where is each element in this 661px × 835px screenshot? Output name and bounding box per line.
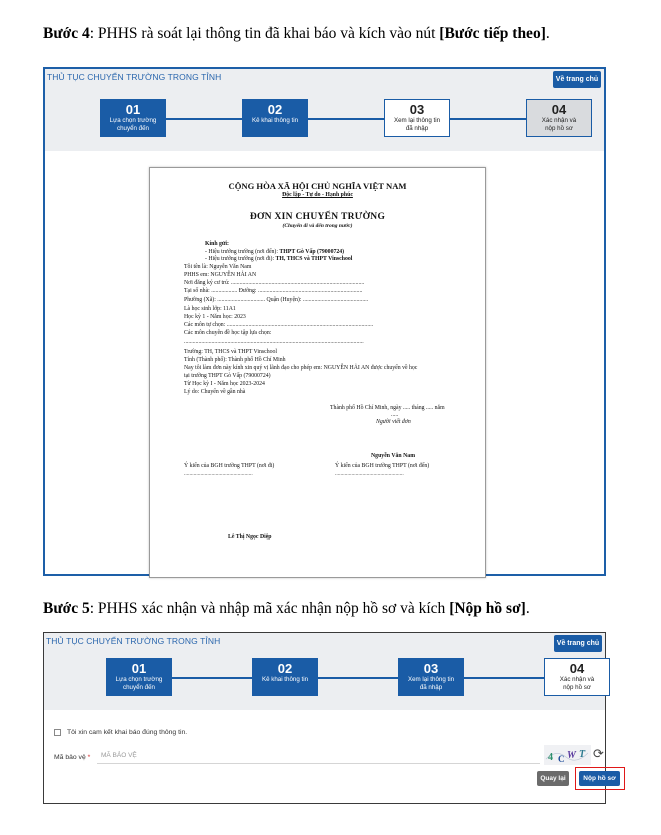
step-label: Kê khai thông tin — [261, 676, 309, 683]
doc-line: Tỉnh (Thành phố): Thành phố Hồ Chí Minh — [184, 357, 286, 363]
doc-recipient-value: TH, THCS và THPT Vinschool — [275, 256, 353, 262]
step-number: 01 — [125, 102, 141, 117]
doc-date-dots: ..... — [391, 412, 399, 418]
step5-heading — [43, 599, 530, 619]
home-button[interactable]: Về trang chủ — [554, 635, 602, 652]
doc-line: Trường: TH, THCS và THPT Vinschool — [184, 349, 278, 355]
step4-heading-button-ref: [Bước tiếp theo] — [439, 25, 546, 42]
procedure-title: THỦ TỤC CHUYỂN TRƯỜNG TRONG TỈNH — [47, 72, 222, 82]
confirmation-form — [44, 710, 616, 803]
step5-heading-label: Bước 5 — [43, 600, 90, 617]
step4-heading-end: . — [545, 25, 550, 42]
step-number: 04 — [551, 102, 567, 117]
doc-opinion-destination: Ý kiến của BGH trường THPT (nơi đến) — [335, 463, 430, 469]
step5-heading-button-ref: [Nộp hồ sơ] — [449, 600, 526, 617]
doc-recipient-value: THPT Gò Vấp (79000724) — [279, 249, 345, 255]
step-number: 01 — [131, 661, 147, 676]
step-label: Xác nhận và — [541, 117, 577, 124]
doc-line: tại trường THPT Gò Vấp (79000724) — [184, 373, 271, 379]
doc-opinion-dots: .................................................. — [184, 471, 253, 477]
step-connector — [308, 118, 384, 120]
doc-recipient-1 — [205, 249, 344, 256]
commit-checkbox[interactable] — [54, 729, 61, 736]
step4-heading — [43, 24, 550, 44]
step-01[interactable] — [100, 99, 166, 137]
step-number: 02 — [277, 661, 293, 676]
doc-line: Phường (Xã): ................................. Quận (Huyện): ............................................. — [184, 297, 369, 303]
doc-line: ............................................................................................................................ — [184, 339, 364, 345]
doc-signer-name: Lê Thị Ngọc Diệp — [228, 534, 272, 540]
screenshot-step5 — [43, 632, 616, 804]
captcha-char: C — [558, 754, 565, 764]
step-03[interactable] — [398, 658, 464, 696]
step-02[interactable] — [242, 99, 308, 137]
step5-heading-end: . — [525, 600, 530, 617]
step-label: Lựa chọn trường — [115, 676, 163, 683]
step4-heading-label: Bước 4 — [43, 25, 90, 42]
step-connector — [172, 677, 252, 679]
doc-line: Các môn tự chọn: ..................................................................................................... — [184, 322, 374, 328]
step-label: nộp hồ sơ — [563, 683, 591, 691]
doc-line: Nay tôi làm đơn này kính xin quý vị lãnh đạo cho phép em: NGUYỄN HẢI AN được chuyển về học — [184, 365, 418, 371]
captcha-char: T — [579, 749, 586, 760]
transfer-application-document — [149, 167, 486, 578]
app-header — [44, 633, 605, 710]
step-connector — [450, 118, 526, 120]
doc-nation: CỘNG HÒA XÃ HỘI CHỦ NGHĨA VIỆT NAM — [228, 181, 407, 191]
step-connector — [166, 118, 242, 120]
required-mark: * — [87, 754, 91, 761]
step-number: 03 — [423, 661, 439, 676]
step-number: 02 — [267, 102, 283, 117]
doc-line: Lý do: Chuyển về gần nhà — [184, 389, 246, 395]
step-04[interactable] — [544, 658, 610, 696]
step-number: 03 — [409, 102, 425, 117]
step5-heading-text: : PHHS xác nhận và nhập mã xác nhận nộp hồ sơ và kích — [89, 600, 450, 617]
doc-line: Từ Học kỳ I - Năm học 2023-2024 — [184, 381, 265, 387]
step-label: Kê khai thông tin — [251, 117, 299, 124]
submit-highlight — [575, 767, 625, 790]
submit-button[interactable]: Nộp hồ sơ — [579, 771, 620, 786]
step4-heading-text: : PHHS rà soát lại thông tin đã khai báo và kích vào nút — [89, 25, 440, 42]
step-connector — [318, 677, 398, 679]
doc-line: Các môn chuyên đề học tập lựa chọn: — [184, 330, 272, 336]
procedure-title: THỦ TỤC CHUYỂN TRƯỜNG TRONG TỈNH — [46, 636, 221, 646]
doc-line: PHHS em: NGUYỄN HẢI AN — [184, 272, 257, 278]
doc-line: Tôi tên là: Nguyễn Văn Nam — [184, 264, 252, 270]
home-button[interactable]: Về trang chủ — [553, 71, 601, 88]
doc-recipient-label: - Hiệu trưởng trường (nơi đi): — [205, 256, 276, 262]
step-label: chuyển đến — [117, 124, 149, 132]
step-label: Xem lại thông tin — [407, 676, 455, 683]
doc-recipient-2 — [205, 256, 352, 263]
doc-line: Là học sinh lớp: 11A1 — [184, 306, 236, 312]
captcha-char: W — [567, 750, 576, 761]
step-number: 04 — [569, 661, 585, 676]
step-connector — [464, 677, 544, 679]
commit-label: Tôi xin cam kết khai báo đúng thông tin. — [67, 729, 188, 736]
doc-motto: Độc lập - Tự do - Hạnh phúc — [282, 192, 353, 198]
doc-subtitle: (Chuyển đi và đến trong nước) — [282, 223, 353, 229]
doc-date-line: Thành phố Hồ Chí Minh, ngày ..... tháng ..... năm — [330, 405, 445, 411]
refresh-icon[interactable]: ⟳ — [593, 747, 604, 762]
captcha-label — [54, 754, 90, 761]
step-label: nộp hồ sơ — [545, 124, 573, 132]
doc-kinh-gui: Kính gửi: — [205, 241, 229, 247]
doc-title: ĐƠN XIN CHUYỂN TRƯỜNG — [249, 212, 386, 222]
step-01[interactable] — [106, 658, 172, 696]
step-label: chuyển đến — [123, 683, 155, 691]
doc-writer-label: Người viết đơn — [376, 419, 411, 425]
step-02[interactable] — [252, 658, 318, 696]
doc-writer-name: Nguyễn Văn Nam — [371, 453, 416, 459]
doc-line: Nơi đăng ký cư trú: ............................................................................................ — [184, 280, 365, 286]
doc-line: Tại số nhà: .................. Đường: ........................................................................ — [184, 288, 363, 294]
doc-line: Học kỳ 1 - Năm học: 2023 — [184, 314, 246, 320]
captcha-input[interactable]: MÃ BẢO VỆ — [97, 747, 540, 764]
doc-opinion-dots: .................................................. — [335, 471, 404, 477]
step-label: Lựa chọn trường — [109, 117, 157, 124]
captcha-label-text: Mã bảo vệ — [54, 754, 86, 761]
step-label: đã nhập — [419, 683, 443, 691]
step-label: đã nhập — [405, 124, 429, 132]
app-header — [45, 69, 604, 151]
doc-recipient-label: - Hiệu trưởng trường (nơi đến): — [205, 249, 280, 255]
doc-opinion-origin: Ý kiến của BGH trường THPT (nơi đi) — [184, 463, 275, 469]
commit-row — [54, 729, 187, 736]
screenshot-step4 — [43, 67, 606, 576]
step-label: Xem lại thông tin — [393, 117, 441, 124]
captcha-char: 4 — [548, 752, 553, 763]
step-04[interactable] — [526, 99, 592, 137]
step-label: Xác nhận và — [559, 676, 595, 683]
step-03[interactable] — [384, 99, 450, 137]
back-button[interactable]: Quay lại — [537, 771, 569, 786]
captcha-image — [544, 745, 591, 765]
